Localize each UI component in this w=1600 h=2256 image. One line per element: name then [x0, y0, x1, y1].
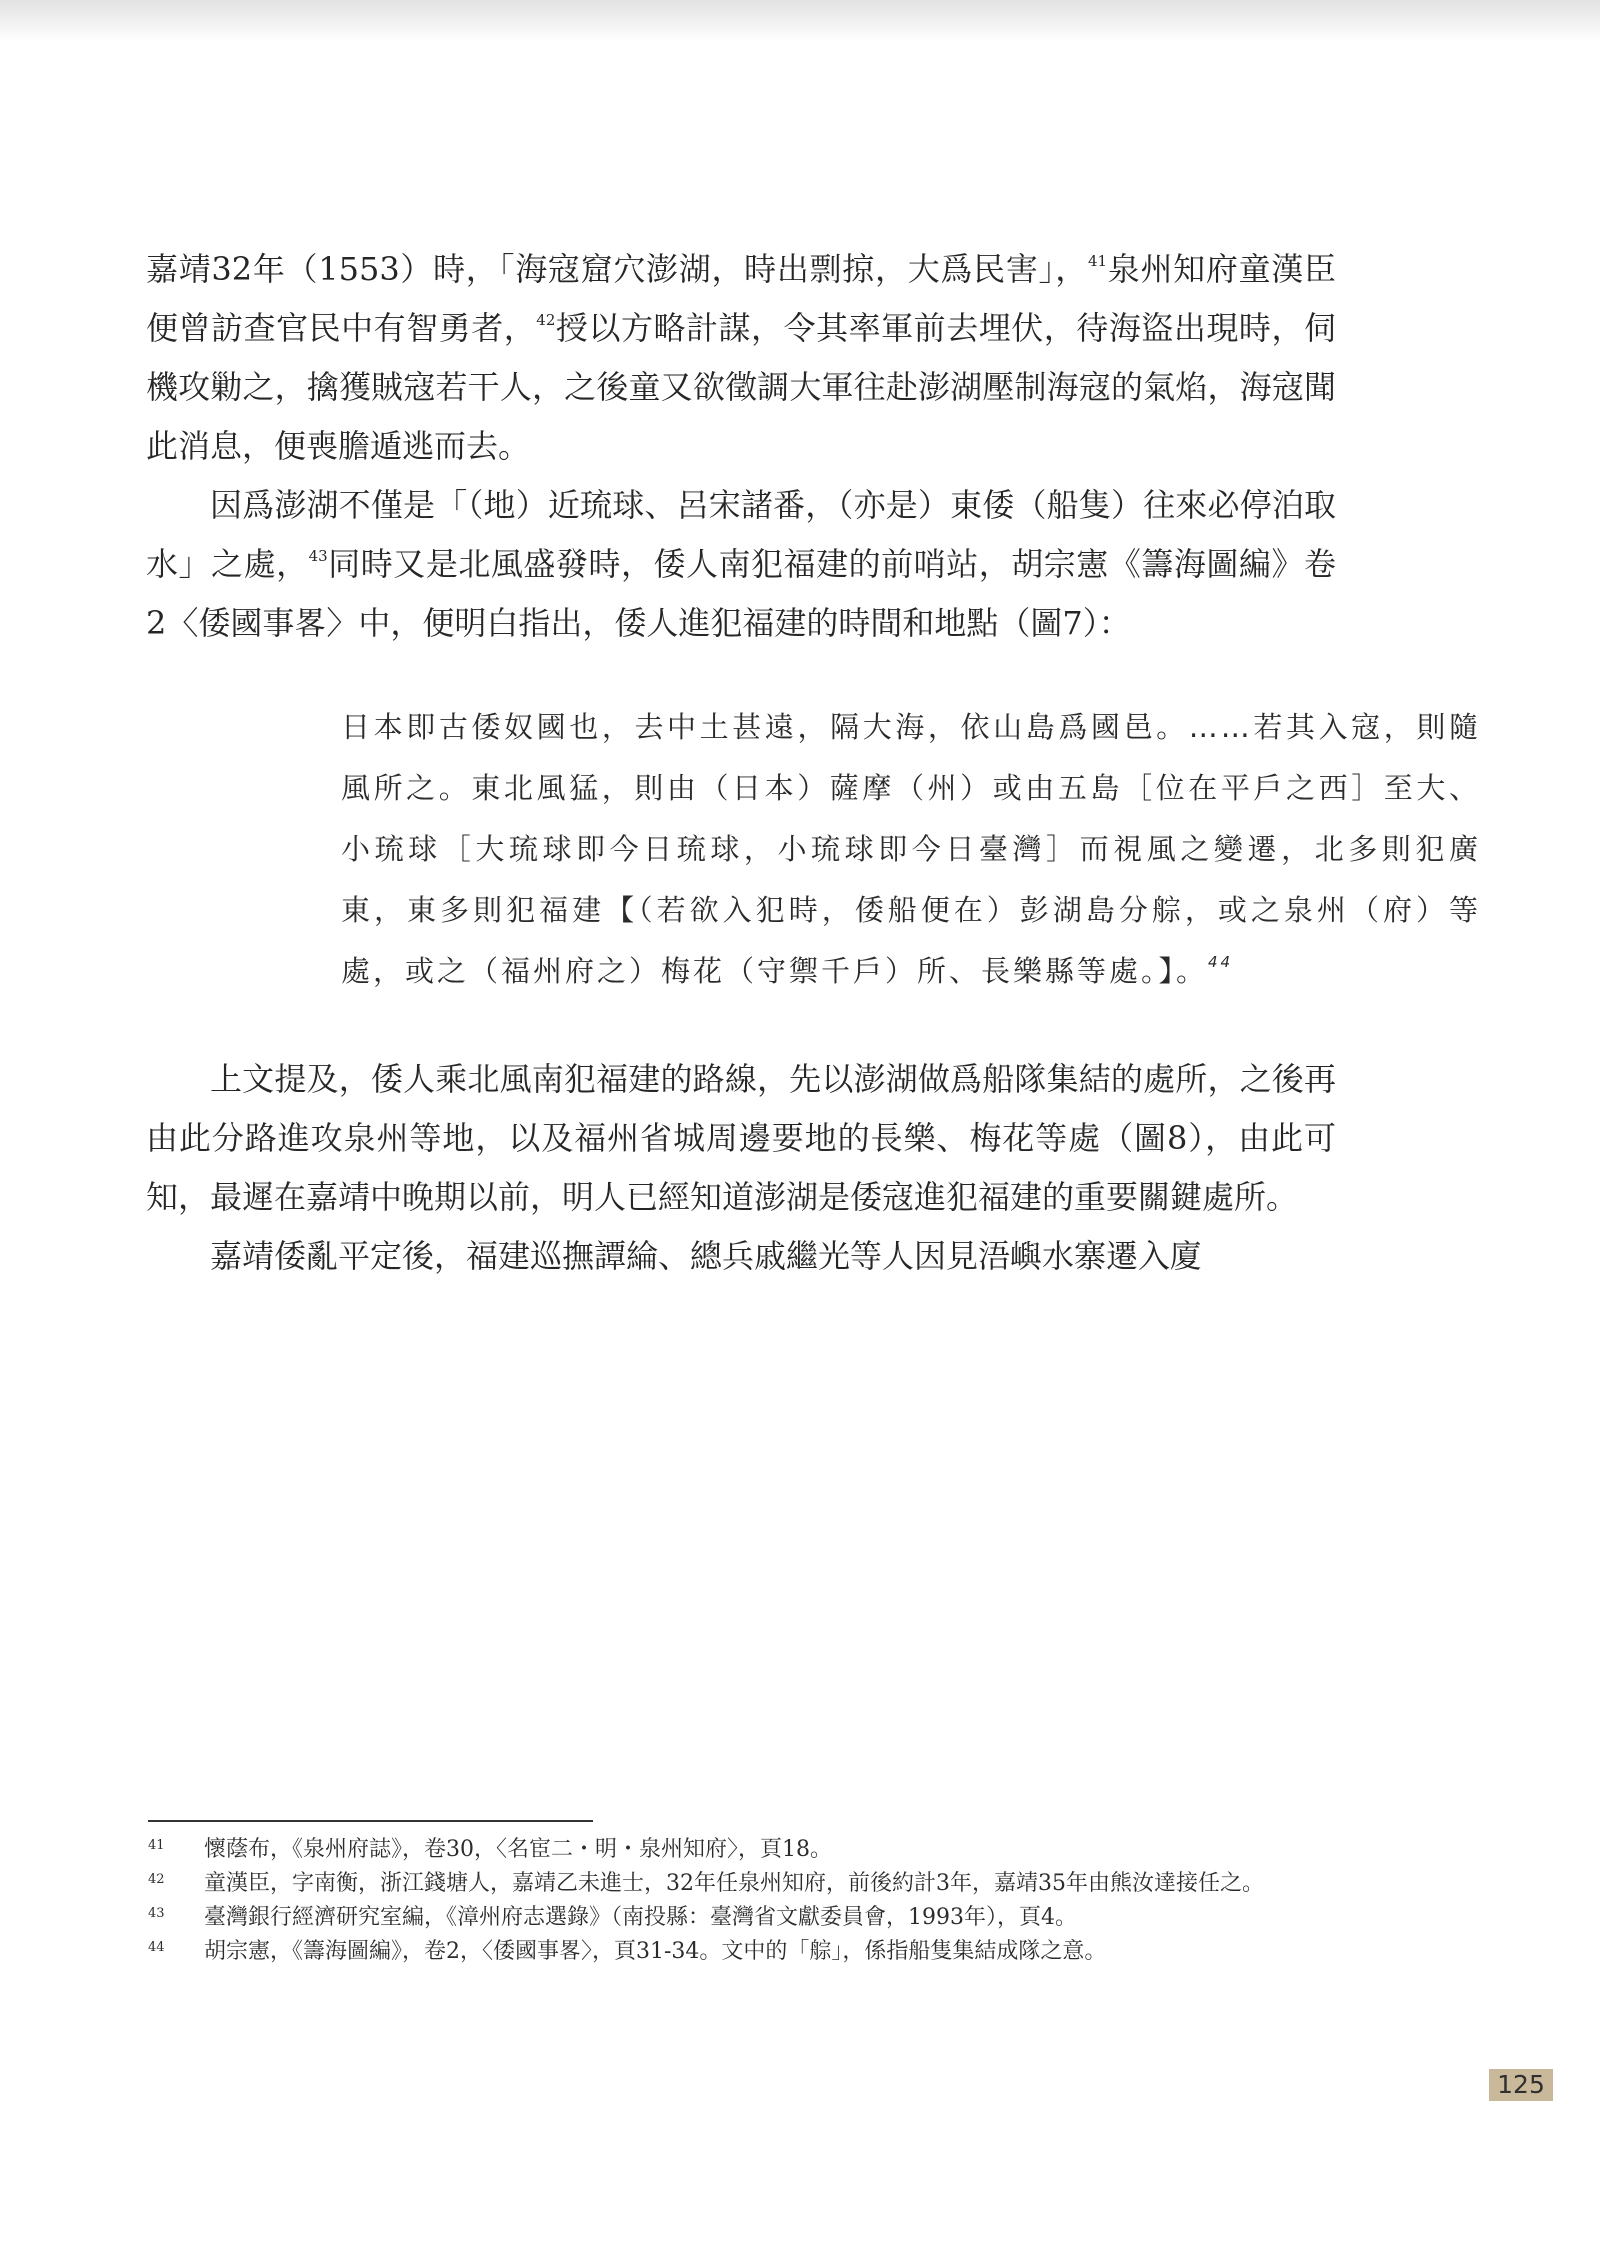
page-body [146, 240, 1481, 1286]
footnote-ref-44[interactable]: 44 [1208, 953, 1234, 971]
footnote-text: 臺灣銀行經濟研究室編，《漳州府志選錄》（南投縣：臺灣省文獻委員會，1993年），頁4。 [204, 1905, 1077, 1930]
footnotes [148, 1833, 1338, 1969]
footnote-ref-42[interactable]: 42 [536, 311, 556, 329]
footnote-text: 童漢臣，字南衡，浙江錢塘人，嘉靖乙未進士，32年任泉州知府，前後約計3年，嘉靖35年由熊汝達接任之。 [204, 1871, 1264, 1896]
footnote-text: 懷蔭布，《泉州府誌》，卷30，〈名宦二・明・泉州知府〉，頁18。 [204, 1837, 832, 1862]
footnote-ref-41[interactable]: 41 [1087, 252, 1108, 270]
footnote-43 [148, 1901, 1338, 1935]
page-number: 125 [1489, 2069, 1553, 2101]
footnote-ref-43[interactable]: 43 [308, 547, 328, 565]
footnote-42 [148, 1867, 1338, 1901]
footnote-text: 胡宗憲，《籌海圖編》，卷2，〈倭國事畧〉，頁31-34。文中的「䑸」，係指船隻集結成隊之意。 [204, 1939, 1107, 1964]
paragraph-3: 上文提及，倭人乘北風南犯福建的路線，先以澎湖做爲船隊集結的處所，之後再由此分路進攻泉州等地，以及福州省城周邊要地的長樂、梅花等處（圖8），由此可知，最遲在嘉靖中晚期以前，明人已經知道澎湖是倭寇進犯福建的重要關鍵處所。 [146, 1060, 1336, 1216]
footnote-divider [148, 1820, 593, 1822]
scan-top-shadow [0, 0, 1600, 42]
footnote-44 [148, 1935, 1338, 1969]
footnote-41 [148, 1833, 1338, 1867]
footnote-number: 43 [148, 1906, 165, 1921]
footnote-number: 42 [148, 1872, 165, 1887]
footnote-number: 41 [148, 1838, 165, 1853]
footnote-number: 44 [148, 1940, 165, 1955]
paragraph-1: 嘉靖32年（1553）時，「海寇窟穴澎湖，時出剽掠，大爲民害」，$^{41}$泉州知府童漢臣便曾訪查官民中有智勇者，$^{42}$授以方略計謀，令其率軍前去埋伏，待海盜出現時，伺機攻勦之，擒獲賊寇若干人，之後童又欲徵調大軍往赴澎湖壓制海寇的氣焰，海寇聞此消息，便喪膽遁逃而去。 [146, 250, 1336, 465]
paragraph-2: 因爲澎湖不僅是「（地）近琉球、呂宋諸番，（亦是）東倭（船隻）往來必停泊取水」之處，$^{43}$同時又是北風盛發時，倭人南犯福建的前哨站，胡宗憲《籌海圖編》卷2〈倭國事畧〉中，便明白指出，倭人進犯福建的時間和地點（圖7）： [146, 486, 1336, 642]
block-quote: 日本即古倭奴國也，去中土甚遠，隔大海，依山島爲國邑。……若其入寇，則隨風所之。東北風猛，則由（日本）薩摩（州）或由五島［位在平戶之西］至大、小琉球［大琉球即今日琉球，小琉球即今日臺灣］而視風之變遷，北多則犯廣東，東多則犯福建【（若欲入犯時，倭船便在）彭湖島分䑸，或之泉州（府）等處，或之（福州府之）梅花（守禦千戶）所、長樂縣等處。】。$^{44}$ [341, 710, 1481, 988]
paragraph-4: 嘉靖倭亂平定後，福建巡撫譚綸、總兵戚繼光等人因見浯嶼水寨遷入廈 [210, 1237, 1203, 1275]
